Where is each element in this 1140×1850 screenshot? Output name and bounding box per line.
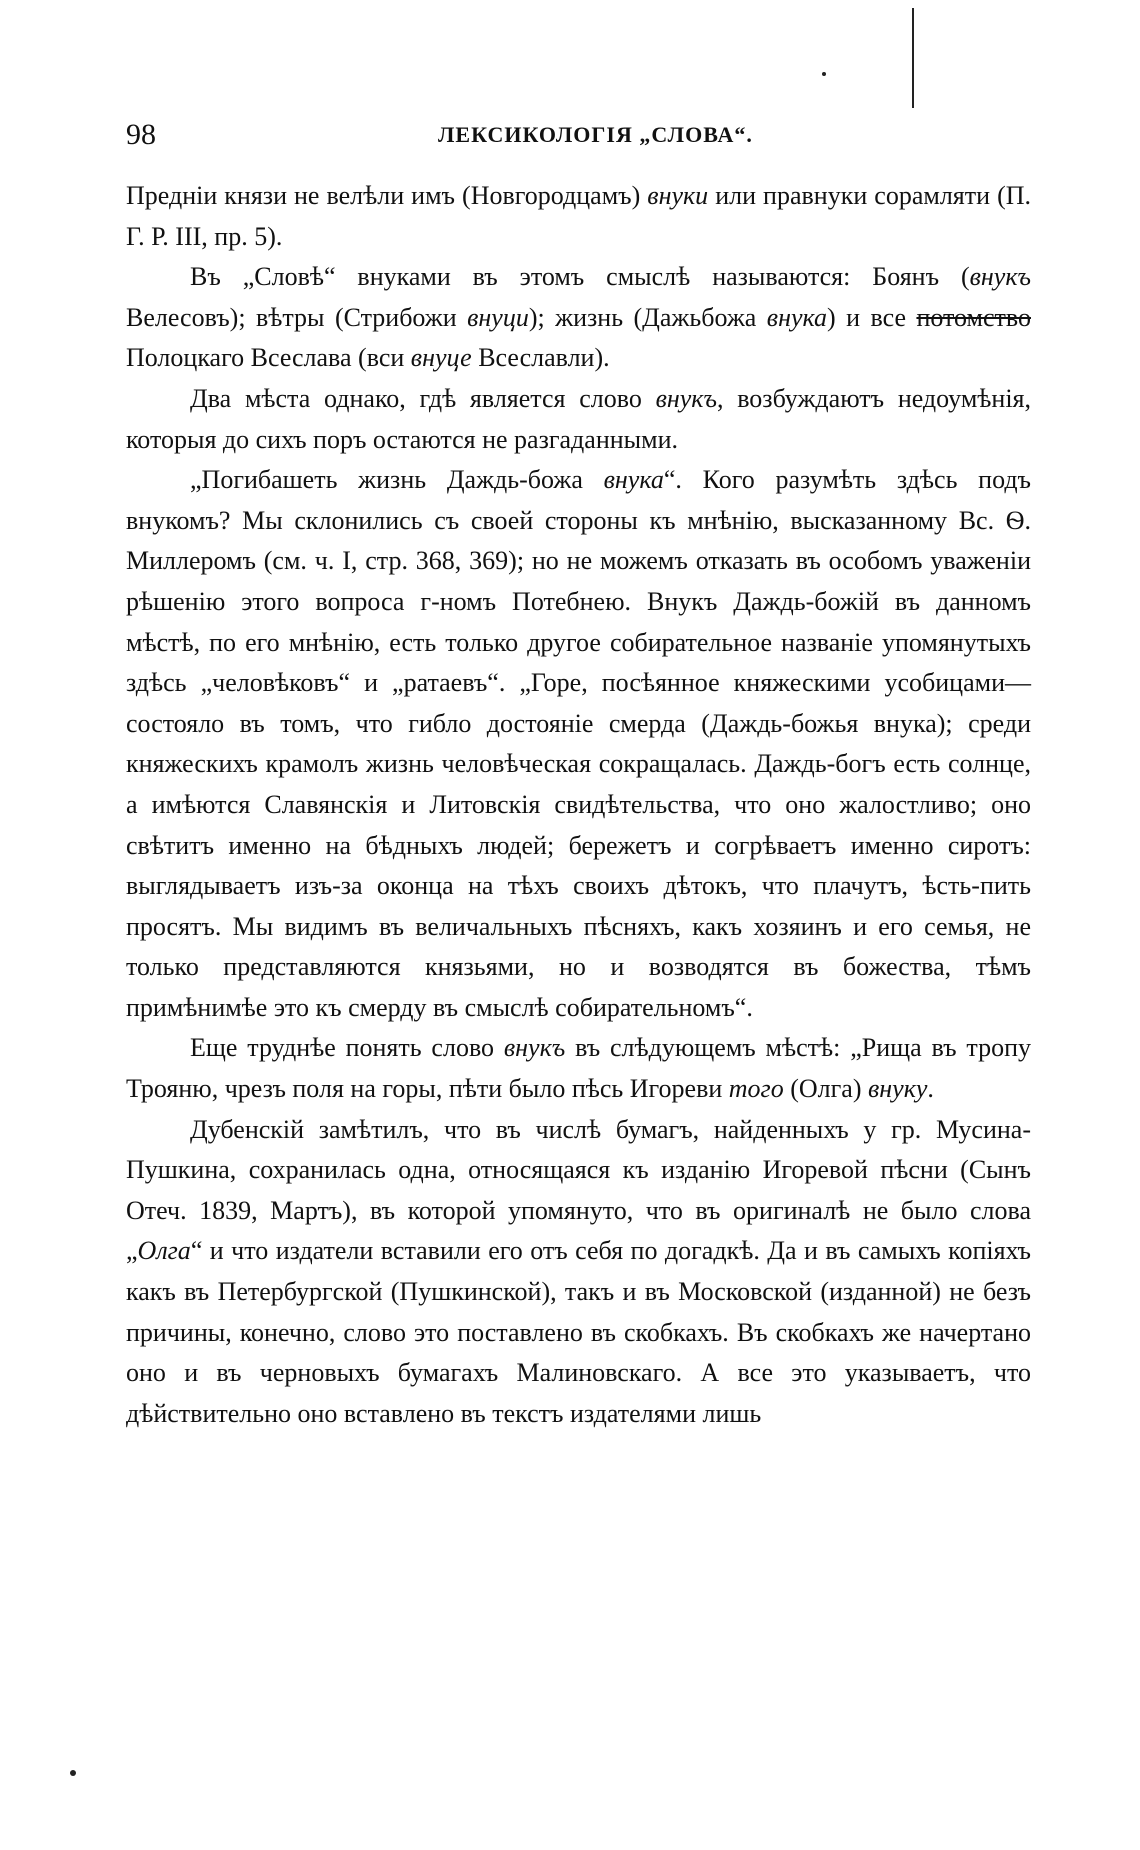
paragraph-2 [126,257,1031,379]
paragraph-6 [126,1110,1031,1435]
italic-word: внуку [867,1074,928,1104]
text-run: или правнуки сорамляти (П. Г. Р. III, пр. 5). [126,181,1032,251]
italic-word: того [728,1074,784,1104]
scan-artifact-dot [822,72,826,76]
italic-word: внуки [647,181,709,210]
scan-artifact-dot [70,1770,76,1776]
paragraph-4 [126,460,1031,1028]
italic-word: Олга [137,1236,191,1266]
page-number: 98 [126,118,156,151]
italic-word: внукъ [969,262,1031,292]
running-title: ЛЕКСИКОЛОГІЯ „СЛОВА“. [438,122,753,147]
text-run: Дубенскій замѣтилъ, что въ числѣ бумагъ, найденныхъ у гр. Мусина-Пушкина, сохранилась одна, относящаяся къ изданію Игоревой пѣсни (Сынъ Отеч. 1839, Мартъ), въ которой упомянуто, что въ оригиналѣ не было слова „ [126,1114,1031,1266]
text-run: . [927,1074,934,1104]
text-run: ) и все [827,302,917,332]
paragraph-3 [126,379,1031,460]
text-run: Еще труднѣе понять слово [190,1033,504,1063]
italic-word: внуци [467,302,529,332]
italic-word: внука [603,465,664,495]
text-run: Полоцкаго Всеслава (вси [126,343,411,373]
text-run: Предніи князи не велѣли имъ (Новгородцамъ) [126,181,648,210]
text-run: Всеславли). [471,343,610,373]
italic-word: внуце [410,343,472,373]
text-run: “. Кого разумѣть здѣсь подъ внукомъ? Мы склонились съ своей стороны къ мнѣнію, высказанному Вс. Ѳ. Миллеромъ (см. ч. I, стр. 368, 369); но не можемъ отказать въ особомъ уваженіи рѣшенію этого вопроса г-номъ Потебнею. Внукъ Даждь-божій въ данномъ мѣстѣ, по его мнѣнію, есть только другое собирательное названіе упомянутыхъ здѣсь „человѣковъ“ и „ратаевъ“. „Горе, посѣянное княжескими усобицами—состояло въ томъ, что гибло достояніе смерда (Даждь-божья внука); среди княжескихъ крамолъ жизнь человѣческая сокращалась. Даждь-богъ есть солнце, а имѣются Славянскія и Литовскія свидѣтельства, что оно жалостливо; оно свѣтитъ именно на бѣдныхъ людей; бережетъ и согрѣваетъ именно сиротъ: выглядываетъ изъ-за оконца на тѣхъ своихъ дѣтокъ, что плачутъ, ѣсть-пить просятъ. Мы видимъ въ величальныхъ пѣсняхъ, какъ хозяинъ и его семья, не только представляются князьями, но и возводятся въ божества, тѣмъ примѣнимѣе это къ смерду въ смыслѣ собирательномъ“. [126,465,1031,1022]
text-run: Въ „Словѣ“ внуками въ этомъ смыслѣ называются: Боянъ ( [190,262,970,292]
struck-word: потомство [916,302,1031,332]
body-text [126,176,1031,1434]
scan-artifact-line [912,8,914,108]
text-run: , возбуждаютъ недоумѣнія, которыя до сихъ поръ остаются не разгаданными. [126,383,1031,454]
italic-word: внукъ [503,1033,566,1063]
text-run: Два мѣста однако, гдѣ является слово [190,383,656,413]
italic-word: внукъ [655,383,717,413]
page-header [126,118,1031,158]
text-run: ); жизнь (Дажьбожа [528,302,767,332]
text-run: „Погибашеть жизнь Даждь-божа [190,465,604,495]
paragraph-5 [126,1028,1031,1109]
text-run: въ слѣдующемъ мѣстѣ: „Рища въ тропу Трояню, чрезъ поля на горы, пѣти было пѣсь Игореви [126,1033,1031,1104]
text-run: (Олга) [783,1074,868,1104]
text-run: “ и что издатели вставили его отъ себя по догадкѣ. Да и въ самыхъ копіяхъ какъ въ Петербургской (Пушкинской), такъ и въ Московской (изданной) не безъ причины, конечно, слово это поставлено въ скобкахъ. Въ скобкахъ же начертано оно и въ черновыхъ бумагахъ Малиновскаго. А все это указываетъ, что дѣйствительно оно вставлено въ текстъ издателями лишь [126,1236,1031,1428]
text-run: Велесовъ); вѣтры (Стрибожи [126,302,468,332]
italic-word: внука [766,302,828,332]
paragraph-1 [126,176,1031,257]
